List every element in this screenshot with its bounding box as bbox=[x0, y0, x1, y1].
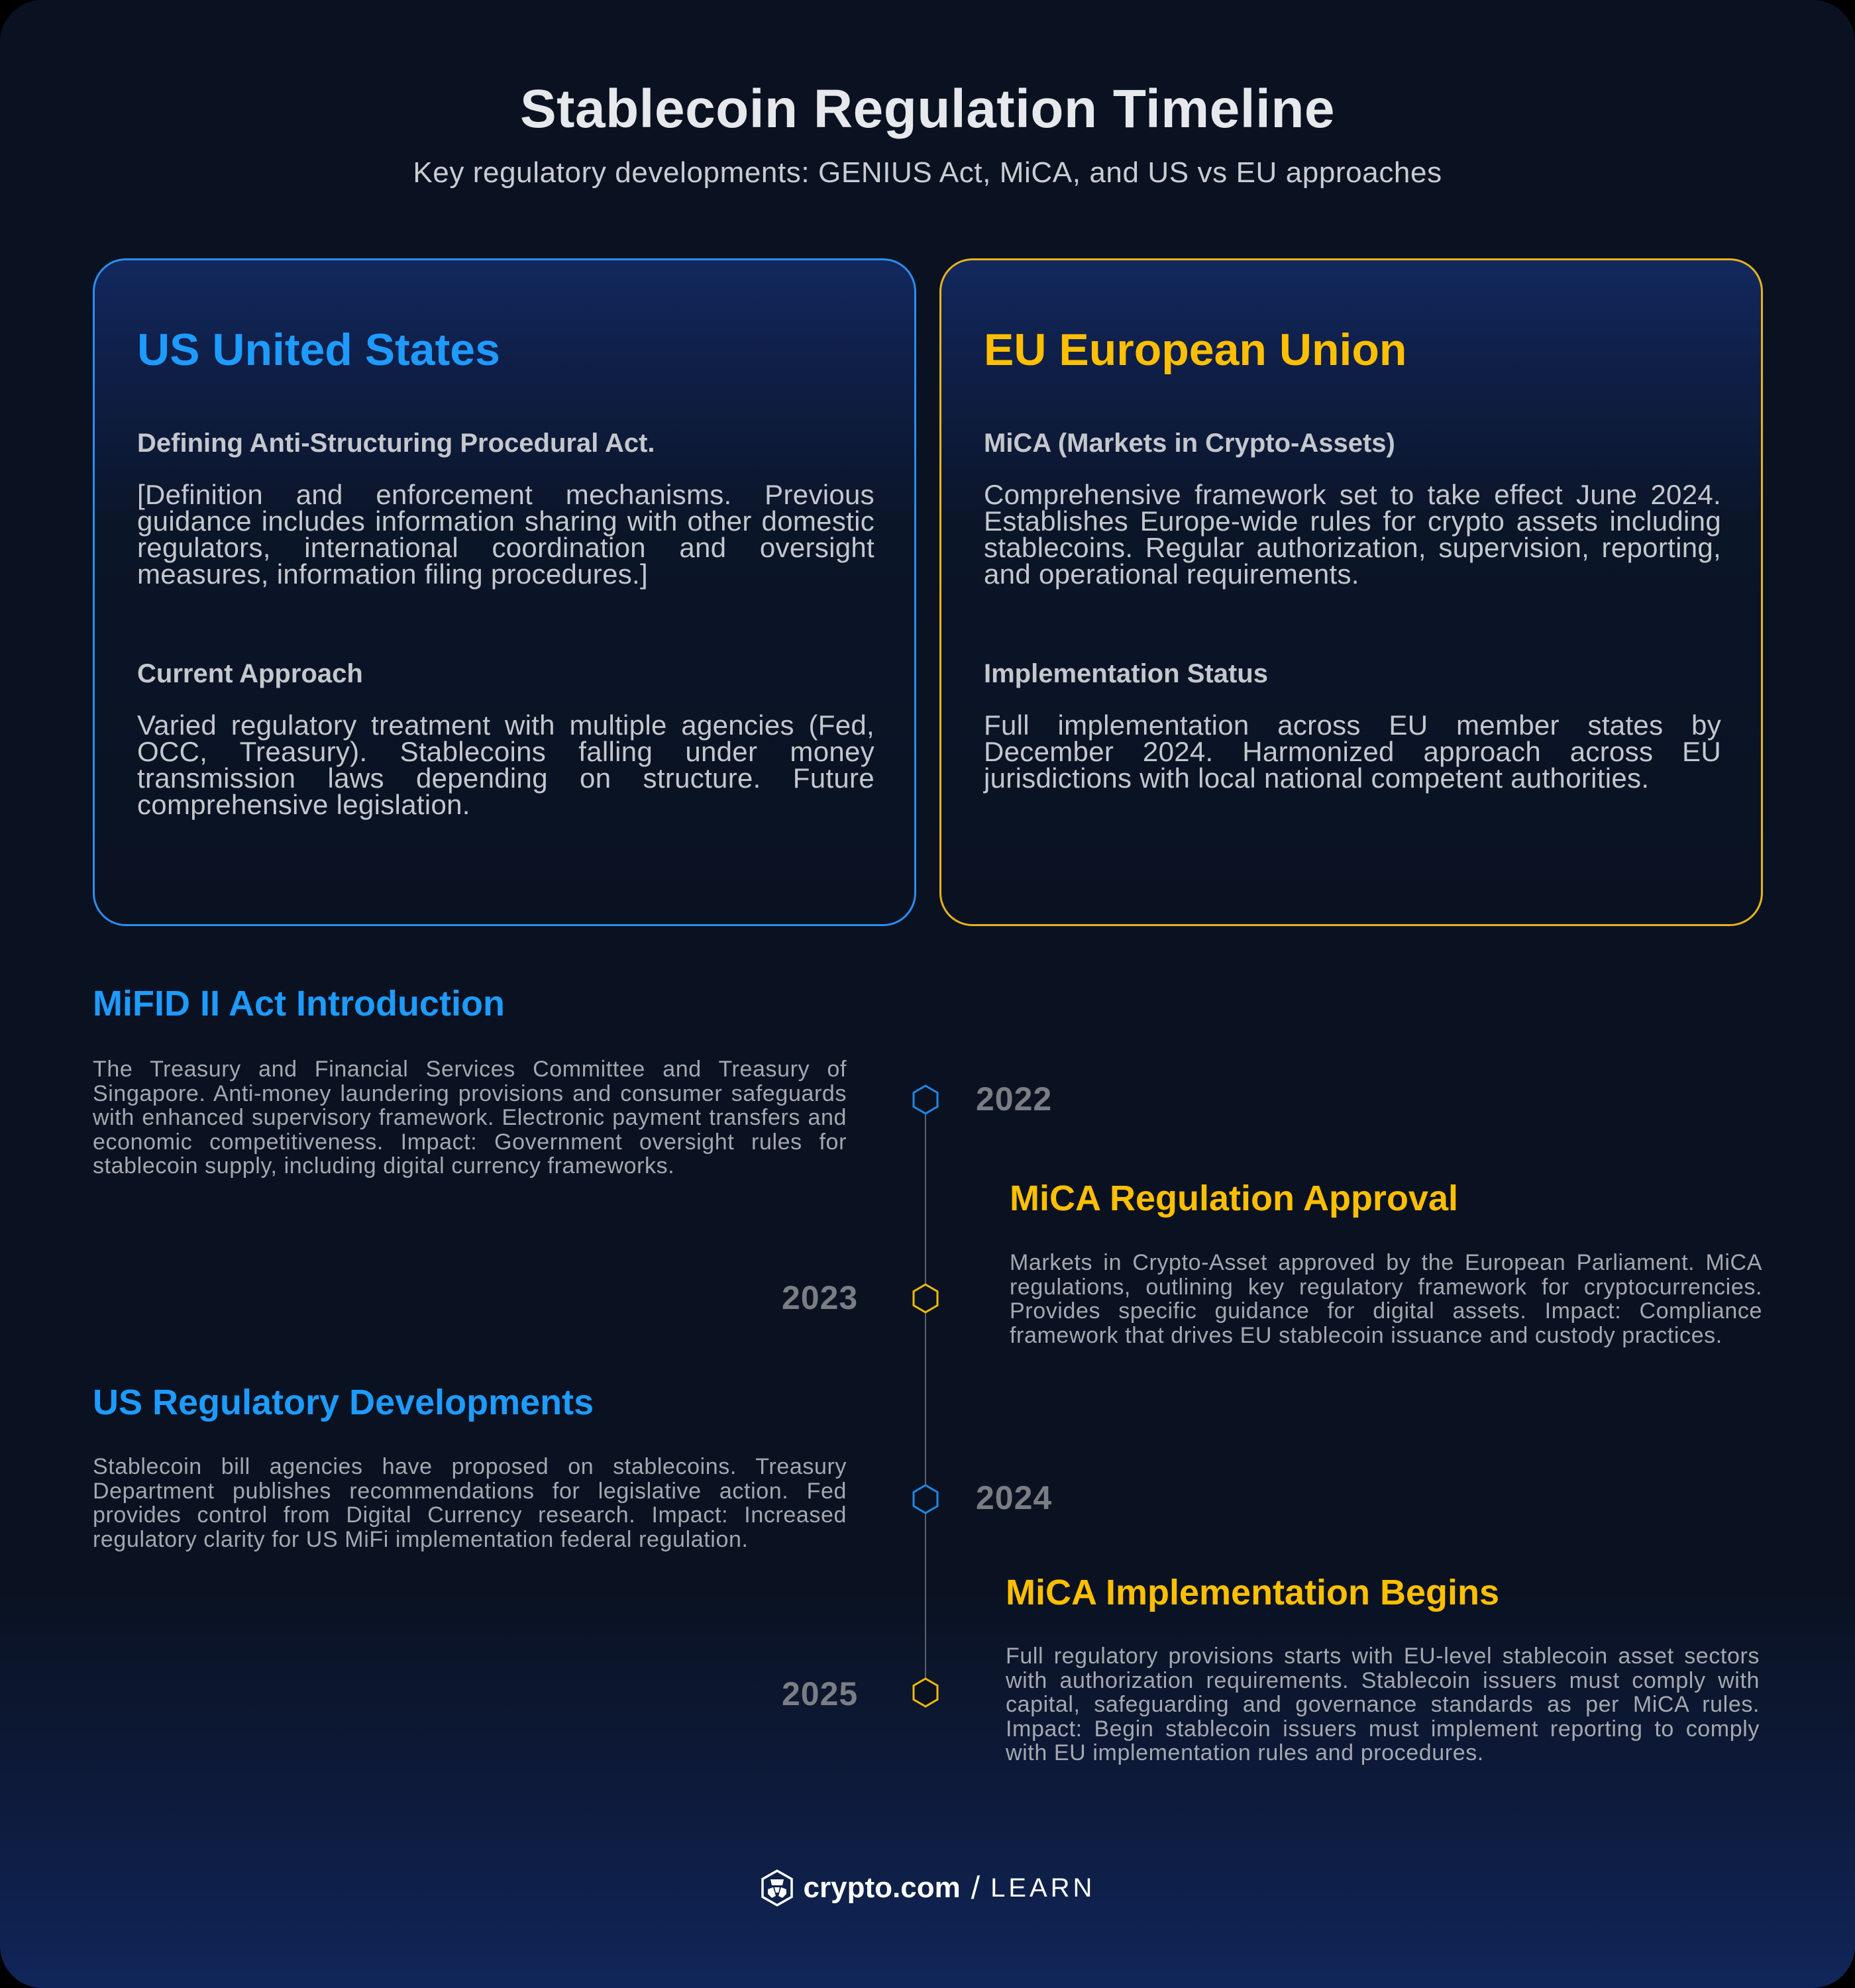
timeline-event-body: Stablecoin bill agencies have proposed on stablecoins. Treasury Department publishes recommendations for legislative action. Fed provides control from Digital Currency research. Impact: Increased regulatory clarity for US MiFi implementation federal regulation. bbox=[93, 1454, 847, 1552]
page-subtitle: Key regulatory developments: GENIUS Act, MiCA, and US vs EU approaches bbox=[413, 156, 1442, 189]
footer-brand-name: crypto.com bbox=[803, 1871, 961, 1904]
eu-card bbox=[939, 258, 1763, 926]
us-section-body: [Definition and enforcement mechanisms. Previous guidance includes information sharing with other domestic regulators, international coordination and oversight measures, information filing procedures.] bbox=[137, 479, 874, 590]
year-label: 2025 bbox=[782, 1675, 859, 1712]
eu-section-title: MiCA (Markets in Crypto-Assets) bbox=[984, 429, 1395, 458]
page-title: Stablecoin Regulation Timeline bbox=[519, 79, 1336, 139]
eu-card-heading: EU European Union bbox=[984, 325, 1407, 375]
timeline-event-title: MiCA Regulation Approval bbox=[1010, 1178, 1459, 1218]
crypto-com-logo-icon bbox=[760, 1869, 794, 1907]
year-label: 2022 bbox=[976, 1080, 1053, 1118]
eu-section-body: Comprehensive framework set to take effect June 2024. Establishes Europe-wide rules for crypto assets including stablecoins. Regular authorization, supervision, reporting, and operational requirements. bbox=[984, 479, 1721, 590]
timeline-event-body: Full regulatory provisions starts with EU-level stablecoin asset sectors with authorization requirements. Stablecoin issuers must comply with capital, safeguarding and governance standards as per MiCA rules. Impact: Begin stablecoin issuers must implement reporting to comply with EU implementation rules and procedures. bbox=[1006, 1644, 1760, 1765]
timeline-event-body: The Treasury and Financial Services Committee and Treasury of Singapore. Anti-money laundering provisions and consumer safeguards with enhanced supervisory framework. Electronic payment transfers and economic competitiveness. Impact: Government oversight rules for stablecoin supply, including digital currency frameworks. bbox=[93, 1057, 847, 1178]
us-card-heading: US United States bbox=[137, 325, 500, 375]
timeline-event-title: US Regulatory Developments bbox=[93, 1383, 594, 1422]
timeline-event-title: MiFID II Act Introduction bbox=[93, 984, 505, 1023]
us-section-title: Current Approach bbox=[137, 659, 363, 688]
us-section-title: Defining Anti-Structuring Procedural Act. bbox=[137, 429, 655, 458]
hexagon-marker-icon bbox=[912, 1677, 939, 1708]
hexagon-marker-icon bbox=[912, 1484, 939, 1514]
hexagon-marker-icon bbox=[912, 1283, 939, 1314]
eu-section-title: Implementation Status bbox=[984, 659, 1268, 688]
footer-brand bbox=[0, 1867, 1855, 1909]
us-section-body: Varied regulatory treatment with multiple agencies (Fed, OCC, Treasury). Stablecoins falling under money transmission laws depending on structure. Future comprehensive legislation. bbox=[137, 709, 874, 820]
timeline-line bbox=[925, 1100, 926, 1693]
year-label: 2023 bbox=[782, 1279, 859, 1316]
footer-section-label: LEARN bbox=[990, 1873, 1096, 1903]
us-card bbox=[93, 258, 916, 926]
year-label: 2024 bbox=[976, 1479, 1053, 1516]
timeline-event-body: Markets in Crypto-Asset approved by the European Parliament. MiCA regulations, outlining key regulatory framework for cryptocurrencies. Provides specific guidance for digital assets. Impact: Compliance framework that drives EU stablecoin issuance and custody practices. bbox=[1010, 1250, 1762, 1348]
eu-section-body: Full implementation across EU member states by December 2024. Harmonized approach across EU jurisdictions with local national competent authorities. bbox=[984, 709, 1721, 794]
hexagon-marker-icon bbox=[912, 1084, 939, 1115]
footer-separator: / bbox=[971, 1870, 980, 1906]
timeline-event-title: MiCA Implementation Begins bbox=[1006, 1573, 1500, 1612]
